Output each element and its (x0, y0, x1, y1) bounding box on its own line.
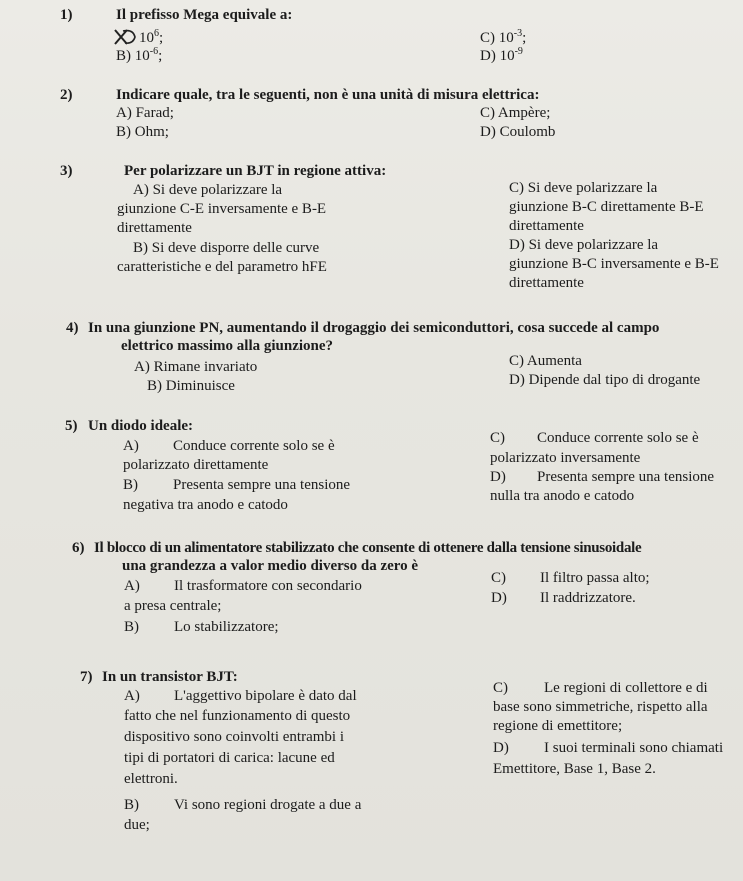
q6-option-a-line2: a presa centrale; (124, 598, 222, 614)
q4-question-line2: elettrico massimo alla giunzione? (121, 338, 334, 354)
q5-option-d-line2: nulla tra anodo e catodo (490, 488, 635, 504)
q5-option-d-label: D) (490, 469, 506, 485)
q7-option-d-line2: Emettitore, Base 1, Base 2. (493, 761, 656, 777)
q5-option-a-line2: polarizzato direttamente (123, 457, 269, 473)
q6-option-c-label: C) (491, 570, 506, 586)
q3-option-a-line1: A) Si deve polarizzare la (133, 182, 283, 198)
q3-option-b-line2: caratteristiche e del parametro hFE (117, 259, 327, 275)
q7-number: 7) (80, 669, 93, 685)
q5-number: 5) (65, 418, 78, 434)
q7-option-b-label: B) (124, 797, 139, 813)
q1-c-exp: -3 (513, 28, 523, 39)
q1-number: 1) (60, 7, 73, 23)
q3-question: Per polarizzare un BJT in regione attiva: (124, 163, 387, 179)
q2-option-d: D) Coulomb (480, 124, 556, 140)
q5-option-b-line1: Presenta sempre una tensione (173, 477, 351, 493)
q1-d-base: 10 (499, 48, 515, 64)
q3-option-c-line1: C) Si deve polarizzare la (509, 180, 658, 196)
q3-option-c-line3: direttamente (509, 218, 584, 234)
q6-number: 6) (72, 540, 85, 556)
q2-option-b: B) Ohm; (116, 124, 169, 140)
q7-question: In un transistor BJT: (102, 669, 238, 685)
q7-option-b-line2: due; (124, 817, 150, 833)
q7-option-d-label: D) (493, 740, 509, 756)
q4-option-d: D) Dipende dal tipo di drogante (509, 372, 701, 388)
q7-option-c-label: C) (493, 680, 508, 696)
q6-option-c-line1: Il filtro passa alto; (540, 570, 650, 586)
q4-option-b: B) Diminuisce (147, 378, 235, 394)
q3-option-d-line3: direttamente (509, 275, 584, 291)
q1-option-d (480, 48, 523, 65)
q5-question: Un diodo ideale: (88, 418, 194, 434)
q6-option-b-line1: Lo stabilizzatore; (174, 619, 279, 635)
q1-b-base: 10 (134, 48, 150, 64)
q5-option-b-label: B) (123, 477, 138, 493)
q6-option-d-label: D) (491, 590, 507, 606)
q1-a-exp: 6 (154, 28, 159, 39)
q4-option-a: A) Rimane invariato (134, 359, 258, 375)
q6-option-a-line1: Il trasformatore con secondario (174, 578, 362, 594)
q1-d-label: D) (480, 48, 496, 64)
q1-c-label: C) (480, 30, 495, 46)
q3-option-d-line1: D) Si deve polarizzare la (509, 237, 659, 253)
q3-option-d-line2: giunzione B-C inversamente e B-E (509, 256, 719, 272)
q5-option-a-label: A) (123, 438, 139, 454)
q5-option-c-line1: Conduce corrente solo se è (537, 430, 699, 446)
q1-c-suffix: ; (522, 30, 527, 46)
q7-option-c-line1: Le regioni di collettore e di (544, 680, 708, 696)
q2-option-a: A) Farad; (116, 105, 174, 121)
q1-option-c (480, 30, 526, 47)
q1-b-exp: -6 (149, 46, 159, 57)
q1-option-a (139, 30, 163, 47)
q7-option-a-line5: elettroni. (124, 771, 178, 787)
q3-option-c-line2: giunzione B-C direttamente B-E (509, 199, 704, 215)
q7-option-a-line4: tipi di portatori di carica: lacune ed (124, 750, 335, 766)
q7-option-a-line3: dispositivo sono coinvolti entrambi i (124, 729, 344, 745)
q3-number: 3) (60, 163, 73, 179)
q4-question-line1: In una giunzione PN, aumentando il drogaggio dei semiconduttori, cosa succede al campo (88, 320, 660, 336)
q2-number: 2) (60, 87, 73, 103)
q1-c-base: 10 (498, 30, 514, 46)
q5-option-d-line1: Presenta sempre una tensione (537, 469, 715, 485)
q1-b-label: B) (116, 48, 131, 64)
q6-option-d-line1: Il raddrizzatore. (540, 590, 636, 606)
q7-option-c-line3: regione di emettitore; (493, 718, 623, 734)
q3-option-a-line3: direttamente (117, 220, 192, 236)
q7-option-a-label: A) (124, 688, 140, 704)
q1-d-exp: -9 (514, 46, 523, 57)
q3-option-b-line1: B) Si deve disporre delle curve (133, 240, 320, 256)
q4-option-c: C) Aumenta (509, 353, 582, 369)
q7-option-b-line1: Vi sono regioni drogate a due a (174, 797, 362, 813)
q6-option-a-label: A) (124, 578, 140, 594)
q2-question: Indicare quale, tra le seguenti, non è una unità di misura elettrica: (116, 87, 540, 103)
q1-a-suffix: ; (159, 30, 164, 46)
q5-option-a-line1: Conduce corrente solo se è (173, 438, 335, 454)
q7-option-a-line1: L'aggettivo bipolare è dato dal (174, 688, 357, 704)
q1-question: Il prefisso Mega equivale a: (116, 7, 293, 23)
handwritten-cross-mark-icon (113, 27, 139, 47)
q5-option-b-line2: negativa tra anodo e catodo (123, 497, 288, 513)
q6-question-line1: Il blocco di un alimentatore stabilizzato che consente di ottenere dalla tensione sinusoidale (94, 540, 642, 556)
q6-option-b-label: B) (124, 619, 139, 635)
q7-option-d-line1: I suoi terminali sono chiamati (544, 740, 724, 756)
q1-a-base: 10 (139, 30, 154, 46)
q4-number: 4) (66, 320, 79, 336)
q7-option-a-line2: fatto che nel funzionamento di questo (124, 708, 351, 724)
q7-option-c-line2: base sono simmetriche, rispetto alla (493, 699, 708, 715)
q1-b-suffix: ; (158, 48, 163, 64)
q5-option-c-line2: polarizzato inversamente (490, 450, 641, 466)
q6-question-line2: una grandezza a valor medio diverso da zero è (122, 558, 419, 574)
q3-option-a-line2: giunzione C-E inversamente e B-E (117, 201, 327, 217)
q1-option-b (116, 48, 162, 65)
q2-option-c: C) Ampère; (480, 105, 551, 121)
q5-option-c-label: C) (490, 430, 505, 446)
